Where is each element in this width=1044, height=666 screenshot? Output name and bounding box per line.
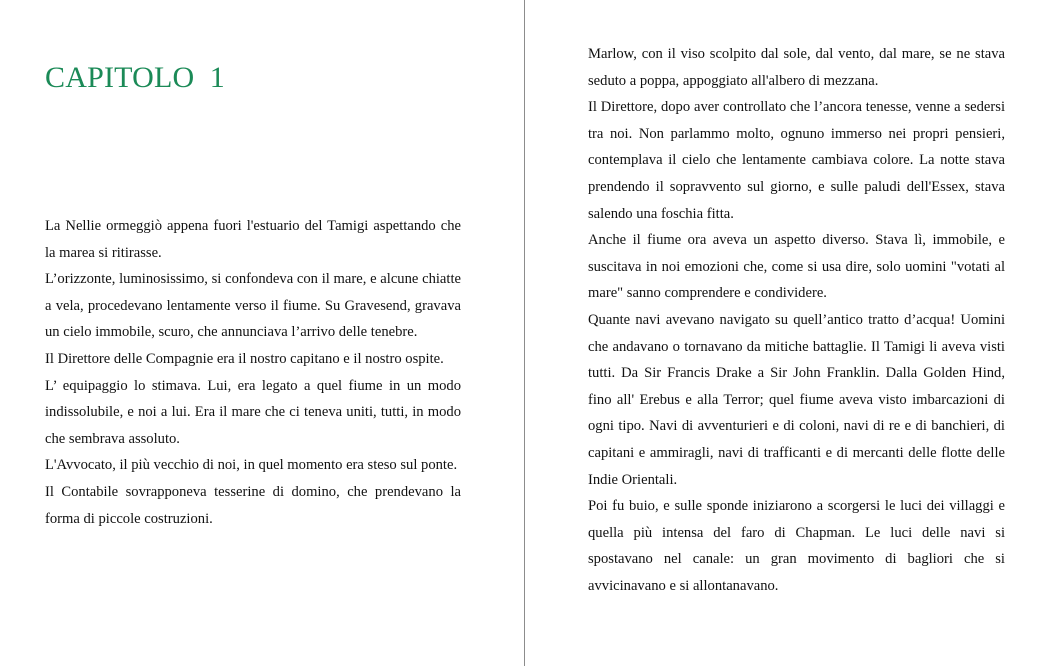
paragraph: Anche il fiume ora aveva un aspetto diverso. Stava lì, immobile, e suscitava in noi emozioni che, come si usa dire, solo uomini "votati al mare" sanno comprendere e condividere. xyxy=(588,232,1005,302)
paragraph: Il Contabile sovrapponeva tesserine di domino, che prendevano la forma di piccole costruzioni. xyxy=(45,483,461,527)
paragraph: Il Direttore delle Compagnie era il nostro capitano e il nostro ospite. xyxy=(45,350,444,367)
paragraph: L’ equipaggio lo stimava. Lui, era legato a quel fiume in un modo indissolubile, e noi a lui. Era il mare che ci teneva uniti, tutti, in modo che sembrava assoluto. xyxy=(45,377,461,447)
paragraph: L'Avvocato, il più vecchio di noi, in quel momento era steso sul ponte. xyxy=(45,457,458,474)
paragraph: Poi fu buio, e sulle sponde iniziarono a scorgersi le luci dei villaggi e quella più intensa del faro di Chapman. Le luci delle navi si spostavano nel canale: un gran movimento di bagliori che si avvicinavano e si allontanavano. xyxy=(588,498,1005,594)
right-page xyxy=(525,0,1044,666)
right-page-text xyxy=(588,41,1005,599)
paragraph: L’orizzonte, luminosissimo, si confondeva con il mare, e alcune chiatte a vela, procedevano lentamente verso il fiume. Su Gravesend, gravava un cielo immobile, scuro, che annunciava l’arrivo delle tenebre. xyxy=(45,271,461,341)
chapter-title: CAPITOLO 1 xyxy=(45,61,225,94)
paragraph: Il Direttore, dopo aver controllato che l’ancora tenesse, venne a sedersi tra noi. Non parlammo molto, ognuno immerso nei propri pensieri, contemplava il cielo che lentamente cambiava colore. La notte stava prendendo il sopravvento sul giorno, e sulle paludi dell'Essex, stava salendo una foschia fitta. xyxy=(588,99,1005,222)
paragraph: Quante navi avevano navigato su quell’antico tratto d’acqua! Uomini che andavano o tornavano da mitiche battaglie. Il Tamigi li aveva visti tutti. Da Sir Francis Drake a Sir John Franklin. Dalla Golden Hind, fino all' Erebus e alla Terror; quel fiume aveva visto imbarcazioni di ogni tipo. Navi di avventurieri e di coloni, navi di re e di banchieri, di capitani e ammiragli, navi di trafficanti e di mercanti delle flotte delle Indie Orientali. xyxy=(588,311,1005,488)
paragraph: La Nellie ormeggiò appena fuori l'estuario del Tamigi aspettando che la marea si ritirasse. xyxy=(45,218,461,261)
paragraph: Marlow, con il viso scolpito dal sole, dal vento, dal mare, se ne stava seduto a poppa, appoggiato all'albero di mezzana. xyxy=(588,46,1005,89)
left-page-text xyxy=(45,213,461,532)
